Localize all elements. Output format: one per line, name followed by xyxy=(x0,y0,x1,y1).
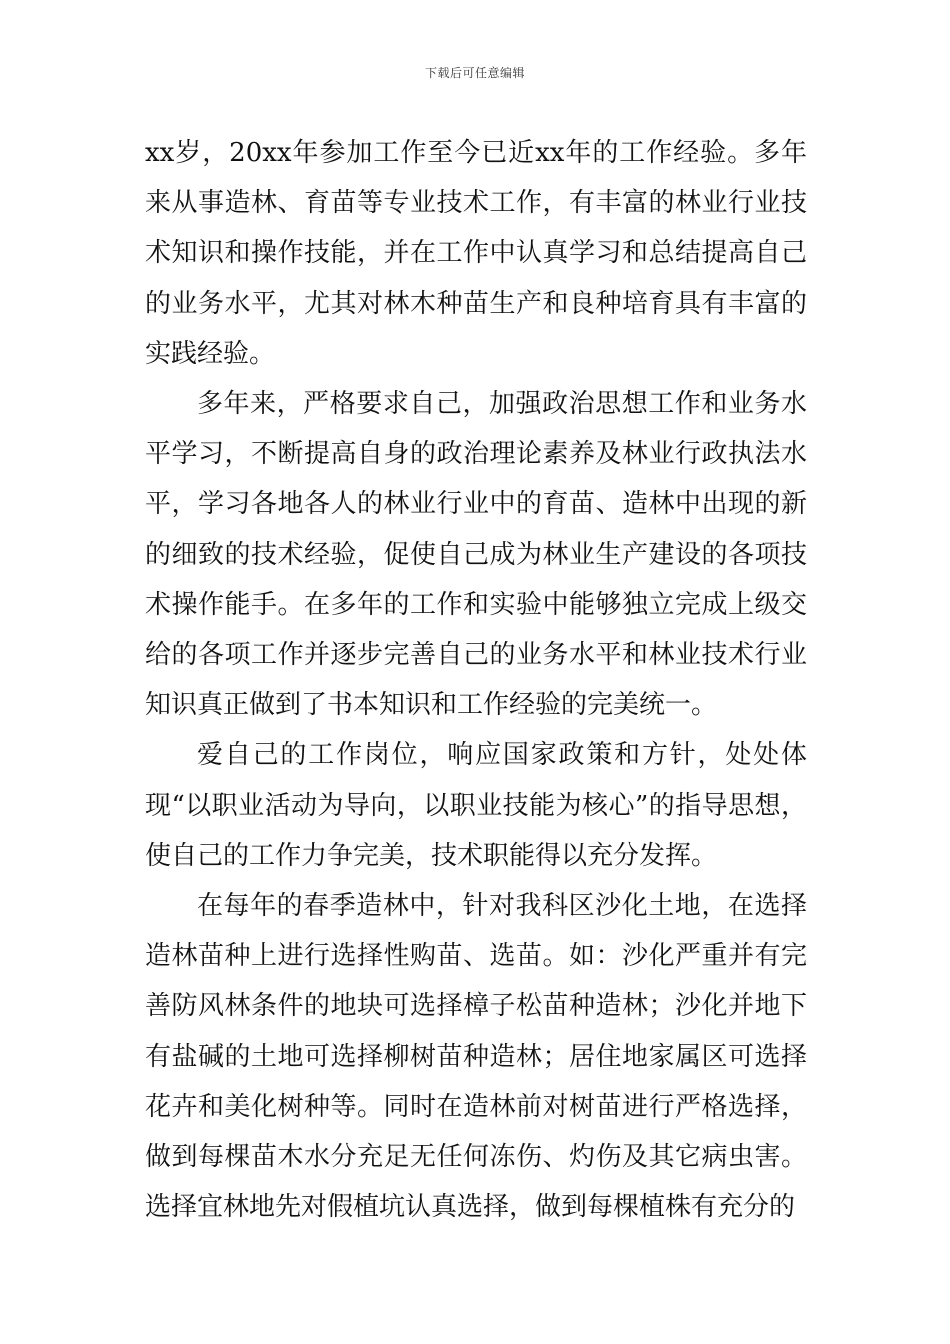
paragraph-1: xx岁，20xx年参加工作至今已近xx年的工作经验。多年来从事造林、育苗等专业技术工作，有丰富的林业行业技术知识和操作技能，并在工作中认真学习和总结提高自己的业务水平，尤其对林木种苗生产和良种培育具有丰富的实践经验。 xyxy=(145,138,807,369)
paragraph-3: 爱自己的工作岗位，响应国家政策和方针，处处体现“以职业活动为导向，以职业技能为核心”的指导思想，使自己的工作力争完美，技术职能得以充分发挥。 xyxy=(145,740,807,871)
paragraph-2: 多年来，严格要求自己，加强政治思想工作和业务水平学习，不断提高自身的政治理论素养及林业行政执法水平，学习各地各人的林业行业中的育苗、造林中出现的新的细致的技术经验，促使自己成为林业生产建设的各项技术操作能手。在多年的工作和实验中能够独立完成上级交给的各项工作并逐步完善自己的业务水平和林业技术行业知识真正做到了书本知识和工作经验的完美统一。 xyxy=(145,389,807,721)
paragraph-4: 在每年的春季造林中，针对我科区沙化土地，在选择造林苗种上进行选择性购苗、选苗。如：沙化严重并有完善防风林条件的地块可选择樟子松苗种造林；沙化并地下有盐碱的土地可选择柳树苗种造林；居住地家属区可选择花卉和美化树种等。同时在造林前对树苗进行严格选择，做到每棵苗木水分充足无任何冻伤、灼伤及其它病虫害。选择宜林地先对假植坑认真选择，做到每棵植株有充分的 xyxy=(145,891,807,1223)
document-body xyxy=(145,128,807,1232)
page-header: 下载后可任意编辑 xyxy=(424,66,525,80)
